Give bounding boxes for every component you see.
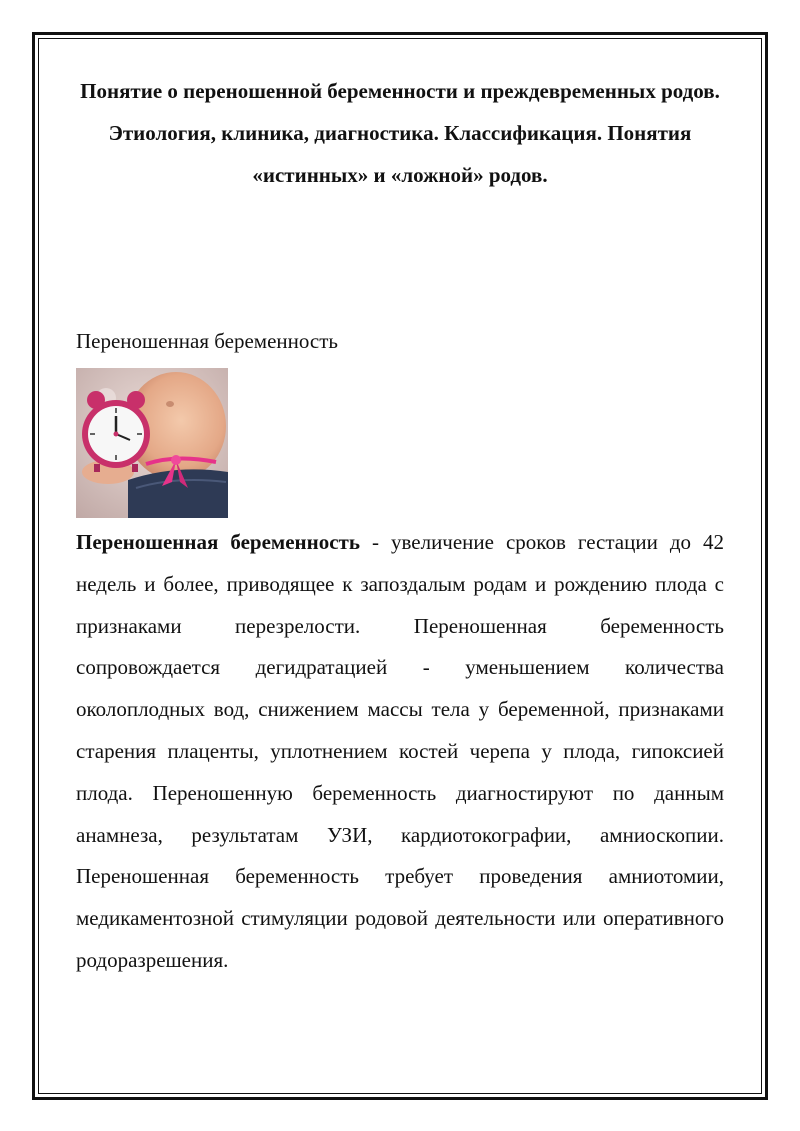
definition-text: - увеличение сроков гестации до 42 недель и более, приводящее к запоздалым родам и рождению плода с признаками перезрелости. Переношенная беременность сопровождается дегидратацией - уменьшением количества околоплодных вод, снижением массы тела у беременной, признаками старения плаценты, уплотнением костей черепа у плода, гипоксией плода. Переношенную беременность диагностируют по данным анамнеза, результатам УЗИ, кардиотокографии, амниоскопии. Переношенная беременность требует проведения амниотомии, медикаментозной стимуляции родовой деятельности или оперативного родоразрешения.: [76, 530, 725, 972]
definition-term: Переношенная беременность: [76, 530, 360, 554]
section-subheading: Переношенная беременность: [76, 329, 338, 353]
definition-paragraph: [76, 522, 724, 982]
document-title: Понятие о переношенной беременности и преждевременных родов. Этиология, клиника, диагностика. Классификация. Понятия «истинных» и «ложной» родов.: [80, 79, 720, 187]
pregnancy-clock-photo: [76, 368, 228, 518]
